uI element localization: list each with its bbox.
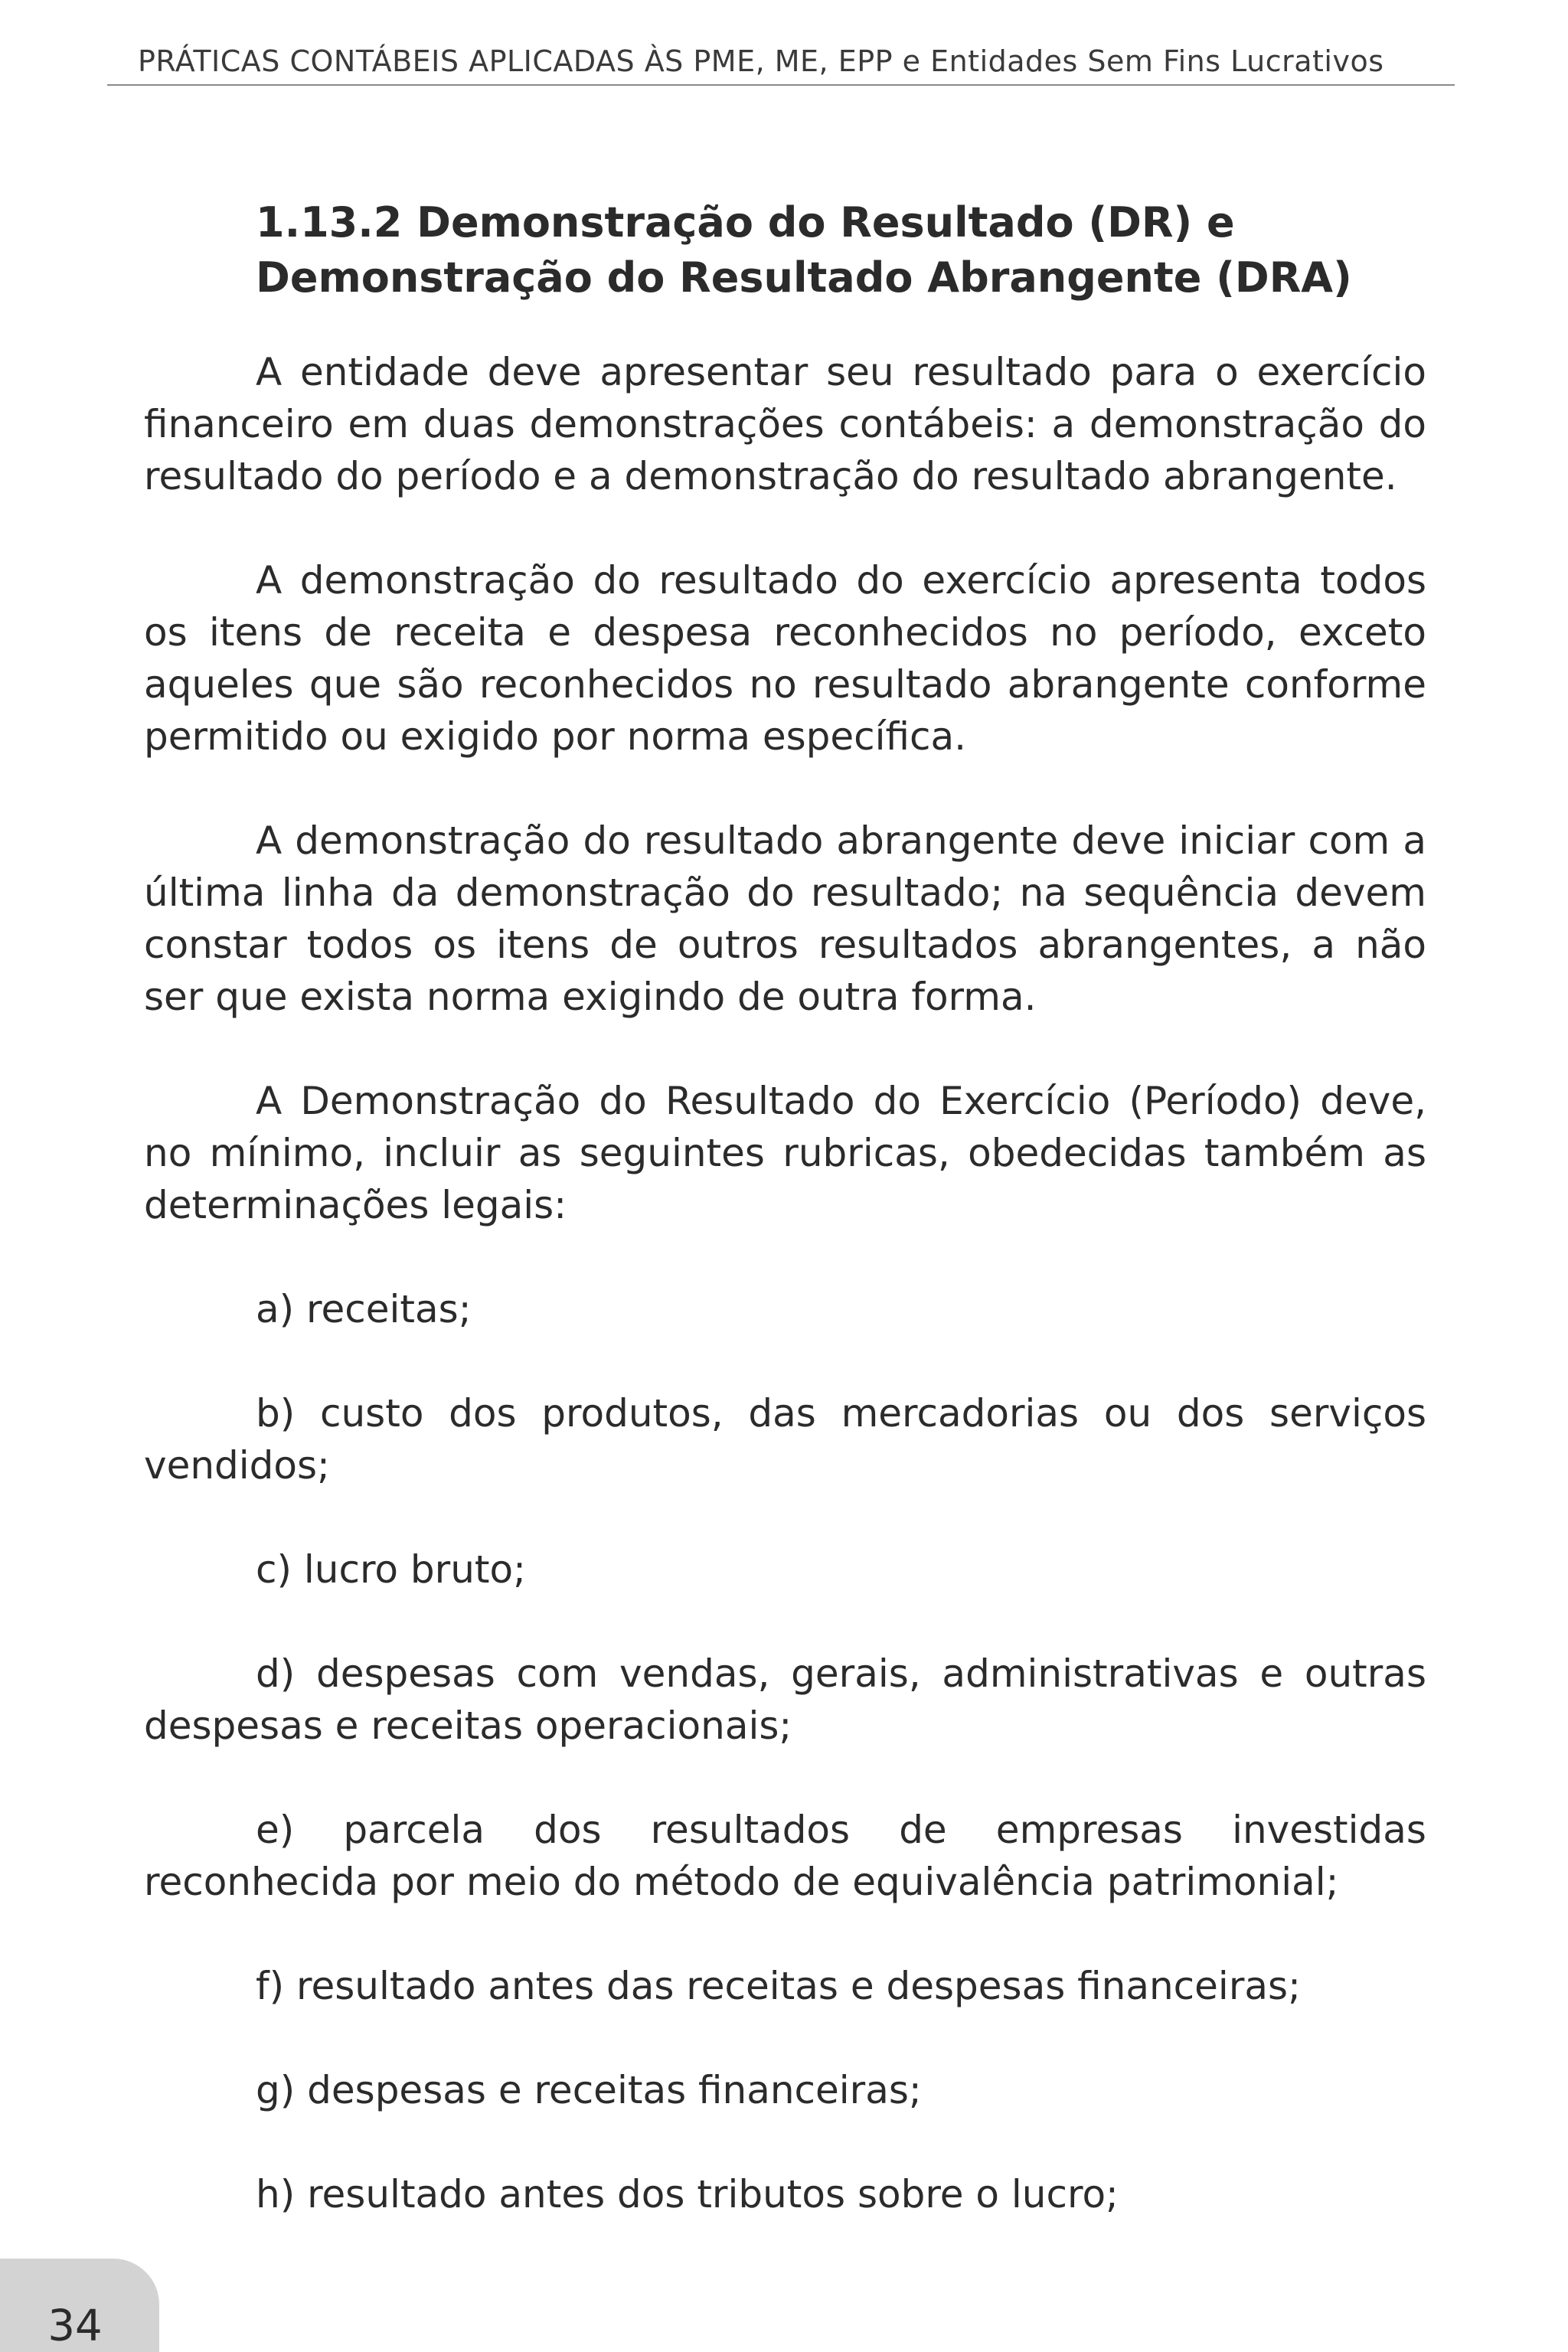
body-text xyxy=(144,346,1426,2272)
list-item: d) despesas com vendas, gerais, administrativas e outras despesas e receitas operacionais; xyxy=(144,1651,1426,1748)
paragraph: A demonstração do resultado do exercício apresenta todos os itens de receita e despesa reconhecidos no período, exceto aqueles que são reconhecidos no resultado abrangente conforme permitido ou exigido por norma específica. xyxy=(144,558,1426,759)
running-header: PRÁTICAS CONTÁBEIS APLICADAS ÀS PME, ME, EPP e Entidades Sem Fins Lucrativos xyxy=(138,44,1384,78)
paragraph: A demonstração do resultado abrangente deve iniciar com a última linha da demonstração do resultado; na sequência devem constar todos os itens de outros resultados abrangentes, a não ser que exista norma exigindo de outra forma. xyxy=(144,818,1426,1019)
header-divider xyxy=(107,84,1455,86)
list-item: a) receitas; xyxy=(256,1287,472,1331)
section-title xyxy=(256,195,1404,305)
list-item: c) lucro bruto; xyxy=(256,1547,526,1592)
list-item: b) custo dos produtos, das mercadorias ou dos serviços vendidos; xyxy=(144,1391,1426,1488)
list-item: g) despesas e receitas financeiras; xyxy=(256,2068,922,2112)
list-item: e) parcela dos resultados de empresas investidas reconhecida por meio do método de equivalência patrimonial; xyxy=(144,1808,1426,1904)
section-title-line-1: 1.13.2 Demonstração do Resultado (DR) e xyxy=(256,198,1235,247)
paragraph: A Demonstração do Resultado do Exercício (Período) deve, no mínimo, incluir as seguintes rubricas, obedecidas também as determinações legais: xyxy=(144,1079,1426,1227)
list-item: f) resultado antes das receitas e despesas financeiras; xyxy=(256,1964,1301,2008)
paragraph: A entidade deve apresentar seu resultado para o exercício financeiro em duas demonstrações contábeis: a demonstração do resultado do período e a demonstração do resultado abrangente. xyxy=(144,350,1426,498)
list-item: h) resultado antes dos tributos sobre o lucro; xyxy=(256,2172,1119,2216)
page-number-text: 34 xyxy=(47,2301,103,2351)
section-title-line-2: Demonstração do Resultado Abrangente (DRA) xyxy=(256,253,1352,302)
